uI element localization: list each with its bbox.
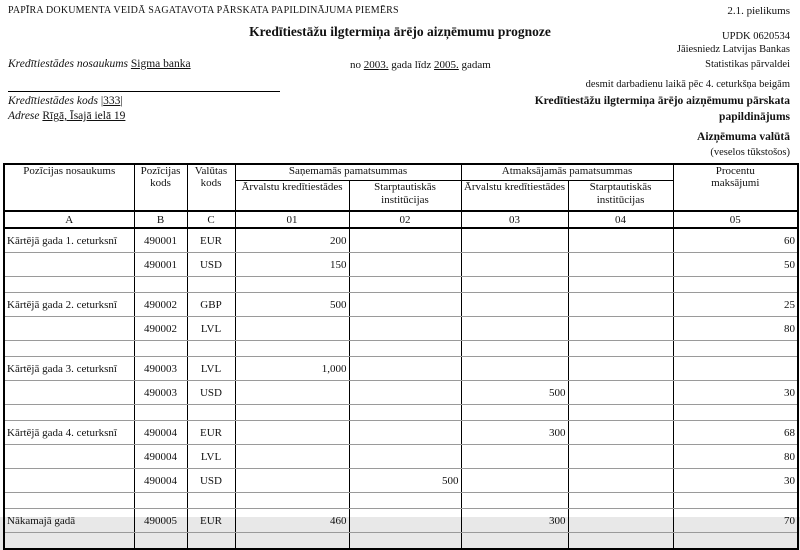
page-title: Kredītiestāžu ilgtermiņa ārējo aizņēmumu prognoze — [249, 24, 551, 39]
cell-02 — [349, 445, 461, 469]
cell-position-code: 490004 — [134, 445, 187, 469]
header-row-letters — [4, 211, 798, 228]
cell-03 — [461, 228, 568, 253]
col-letter: 03 — [461, 211, 568, 228]
separator-row — [4, 277, 798, 293]
col-header-position-code: Pozīcijas kods — [134, 164, 187, 211]
cell-position-name — [4, 533, 134, 550]
col-header-position-name: Pozīcijas nosaukums — [4, 164, 134, 211]
cell-02 — [349, 293, 461, 317]
cell-02 — [349, 381, 461, 405]
cell-currency-code: GBP — [187, 293, 235, 317]
table-row — [4, 381, 798, 405]
bank-code-bar-left: | — [100, 95, 104, 107]
cell-currency-code — [187, 277, 235, 293]
cell-position-name — [4, 317, 134, 341]
deadline-note: desmit darbadienu laikā pēc 4. ceturkšņa beigām — [585, 79, 790, 90]
cell-currency-code: LVL — [187, 317, 235, 341]
cell-currency-code: EUR — [187, 228, 235, 253]
address-line — [8, 110, 125, 122]
subcol-header-foreign-banks-1: Ārvalstu kredītiestādes — [235, 181, 349, 212]
cell-01: 200 — [235, 228, 349, 253]
separator-row — [4, 533, 798, 550]
cell-01: 460 — [235, 509, 349, 533]
cell-03 — [461, 469, 568, 493]
cell-02 — [349, 405, 461, 421]
bank-code-line — [8, 95, 123, 107]
cell-04 — [568, 277, 673, 293]
cell-03 — [461, 405, 568, 421]
cell-01 — [235, 445, 349, 469]
cell-01 — [235, 381, 349, 405]
cell-05: 30 — [673, 381, 798, 405]
cell-02: 500 — [349, 469, 461, 493]
cell-position-name — [4, 493, 134, 509]
report-title-line2: papildinājums — [719, 111, 790, 123]
cell-01: 500 — [235, 293, 349, 317]
cell-05 — [673, 405, 798, 421]
cell-03: 300 — [461, 509, 568, 533]
cell-currency-code: USD — [187, 469, 235, 493]
cell-02 — [349, 228, 461, 253]
cell-01 — [235, 533, 349, 550]
subcol-header-foreign-banks-2: Ārvalstu kredītiestādes — [461, 181, 568, 212]
cell-01 — [235, 421, 349, 445]
cell-position-code — [134, 493, 187, 509]
cell-03: 500 — [461, 381, 568, 405]
bank-name-value: Sigma banka — [130, 58, 191, 70]
cell-currency-code: USD — [187, 253, 235, 277]
col-letter: 01 — [235, 211, 349, 228]
report-title-line1: Kredītiestāžu ilgtermiņa ārējo aizņēmumu pārskata — [534, 95, 790, 107]
cell-01 — [235, 493, 349, 509]
cell-01 — [235, 277, 349, 293]
cell-03 — [461, 277, 568, 293]
cell-position-code — [134, 341, 187, 357]
table-row — [4, 509, 798, 533]
cell-05: 30 — [673, 469, 798, 493]
col-letter: 05 — [673, 211, 798, 228]
cell-position-name — [4, 405, 134, 421]
cell-04 — [568, 445, 673, 469]
subcol-header-international-1: Starptautiskās institūcijas — [349, 181, 461, 212]
cell-02 — [349, 421, 461, 445]
cell-04 — [568, 509, 673, 533]
cell-02 — [349, 533, 461, 550]
cell-04 — [568, 293, 673, 317]
period-mid: gada līdz — [391, 59, 432, 71]
cell-03 — [461, 317, 568, 341]
cell-position-name: Nākamajā gadā — [4, 509, 134, 533]
cell-04 — [568, 421, 673, 445]
cell-currency-code: LVL — [187, 445, 235, 469]
cell-03 — [461, 445, 568, 469]
cell-04 — [568, 341, 673, 357]
cell-position-code: 490005 — [134, 509, 187, 533]
col-header-currency-code: Valūtas kods — [187, 164, 235, 211]
col-letter: C — [187, 211, 235, 228]
cell-position-code: 490002 — [134, 317, 187, 341]
cell-position-code: 490004 — [134, 469, 187, 493]
cell-05: 80 — [673, 445, 798, 469]
cell-04 — [568, 405, 673, 421]
cell-05: 80 — [673, 317, 798, 341]
cell-03 — [461, 493, 568, 509]
cell-position-name — [4, 469, 134, 493]
table-row — [4, 469, 798, 493]
cell-position-name — [4, 341, 134, 357]
cell-03 — [461, 357, 568, 381]
cell-02 — [349, 509, 461, 533]
period-suffix: gadam — [461, 59, 491, 71]
cell-currency-code — [187, 533, 235, 550]
table-row — [4, 421, 798, 445]
separator-row — [4, 405, 798, 421]
cell-01 — [235, 341, 349, 357]
cell-currency-code: USD — [187, 381, 235, 405]
period-from-year: 2003. — [363, 59, 389, 71]
submit-to-line1: Jāiesniedz Latvijas Bankas — [676, 44, 790, 55]
period-prefix: no — [350, 59, 361, 71]
separator-row — [4, 493, 798, 509]
cell-currency-code — [187, 405, 235, 421]
cell-03 — [461, 341, 568, 357]
cell-05: 70 — [673, 509, 798, 533]
col-letter: 02 — [349, 211, 461, 228]
table-row — [4, 228, 798, 253]
cell-position-name — [4, 253, 134, 277]
cell-05 — [673, 357, 798, 381]
cell-05: 50 — [673, 253, 798, 277]
cell-position-name: Kārtējā gada 4. ceturksnī — [4, 421, 134, 445]
cell-01 — [235, 405, 349, 421]
group-header-repayable: Atmaksājamās pamatsummas — [461, 164, 673, 181]
bank-name-line — [8, 58, 191, 70]
cell-position-name — [4, 277, 134, 293]
period-to-year: 2005. — [434, 59, 459, 71]
period-line — [350, 59, 491, 71]
cell-position-name: Kārtējā gada 3. ceturksnī — [4, 357, 134, 381]
table-row — [4, 445, 798, 469]
cell-position-code — [134, 533, 187, 550]
table-row — [4, 317, 798, 341]
cell-04 — [568, 381, 673, 405]
table-row — [4, 357, 798, 381]
cell-01: 150 — [235, 253, 349, 277]
cell-04 — [568, 253, 673, 277]
cell-currency-code: LVL — [187, 357, 235, 381]
header-row-groups — [4, 164, 798, 181]
address-label: Adrese — [8, 110, 40, 122]
cell-04 — [568, 469, 673, 493]
cell-position-name: Kārtējā gada 1. ceturksnī — [4, 228, 134, 253]
cell-02 — [349, 341, 461, 357]
cell-position-code: 490003 — [134, 381, 187, 405]
cell-01: 1,000 — [235, 357, 349, 381]
group-header-receivable: Saņemamās pamatsummas — [235, 164, 461, 181]
cell-position-code: 490004 — [134, 421, 187, 445]
cell-04 — [568, 493, 673, 509]
cell-position-code: 490001 — [134, 253, 187, 277]
cell-position-code: 490003 — [134, 357, 187, 381]
col-letter: 04 — [568, 211, 673, 228]
cell-03: 300 — [461, 421, 568, 445]
table-row — [4, 293, 798, 317]
cell-currency-code — [187, 341, 235, 357]
bank-name-label: Kredītiestādes nosaukums — [8, 58, 128, 70]
col-letter: B — [134, 211, 187, 228]
cell-04 — [568, 317, 673, 341]
cell-05 — [673, 277, 798, 293]
cell-02 — [349, 357, 461, 381]
subcol-header-international-2: Starptautiskās institūcijas — [568, 181, 673, 212]
bank-code-value: 333 — [103, 95, 121, 107]
cell-05: 68 — [673, 421, 798, 445]
currency-note: Aizņēmuma valūtā — [697, 131, 790, 143]
cell-currency-code: EUR — [187, 509, 235, 533]
cell-01 — [235, 469, 349, 493]
cell-05 — [673, 533, 798, 550]
submit-to-line2: Statistikas pārvaldei — [705, 59, 790, 70]
cell-position-name: Kārtējā gada 2. ceturksnī — [4, 293, 134, 317]
cell-position-code — [134, 277, 187, 293]
table-body — [4, 228, 798, 549]
units-note: (veselos tūkstošos) — [710, 147, 790, 158]
cell-02 — [349, 493, 461, 509]
cell-03 — [461, 253, 568, 277]
separator-row — [4, 341, 798, 357]
cell-position-name — [4, 381, 134, 405]
cell-02 — [349, 317, 461, 341]
cell-position-code: 490001 — [134, 228, 187, 253]
cell-05 — [673, 341, 798, 357]
cell-position-name — [4, 445, 134, 469]
cell-03 — [461, 293, 568, 317]
cell-05 — [673, 493, 798, 509]
cell-position-code — [134, 405, 187, 421]
bank-code-bar-right: | — [120, 95, 123, 107]
col-letter: A — [4, 211, 134, 228]
forecast-table — [3, 163, 799, 550]
cell-04 — [568, 357, 673, 381]
updk-code: UPDK 0620534 — [722, 31, 790, 42]
cell-currency-code — [187, 493, 235, 509]
table-row — [4, 253, 798, 277]
annex-number: 2.1. pielikums — [727, 5, 790, 17]
bank-code-label: Kredītiestādes kods — [8, 95, 98, 107]
address-value: Rīgā, Īsajā ielā 19 — [42, 110, 126, 122]
cell-05: 60 — [673, 228, 798, 253]
cell-currency-code: EUR — [187, 421, 235, 445]
cell-02 — [349, 277, 461, 293]
signature-rule — [8, 91, 280, 92]
cell-04 — [568, 228, 673, 253]
cell-05: 25 — [673, 293, 798, 317]
cell-02 — [349, 253, 461, 277]
cell-04 — [568, 533, 673, 550]
cell-01 — [235, 317, 349, 341]
document-kind-caption: PAPĪRA DOKUMENTA VEIDĀ SAGATAVOTA PĀRSKATA PAPILDINĀJUMA PIEMĒRS — [8, 5, 399, 16]
cell-position-code: 490002 — [134, 293, 187, 317]
cell-03 — [461, 533, 568, 550]
col-header-interest-payments: Procentu maksājumi — [673, 164, 798, 211]
